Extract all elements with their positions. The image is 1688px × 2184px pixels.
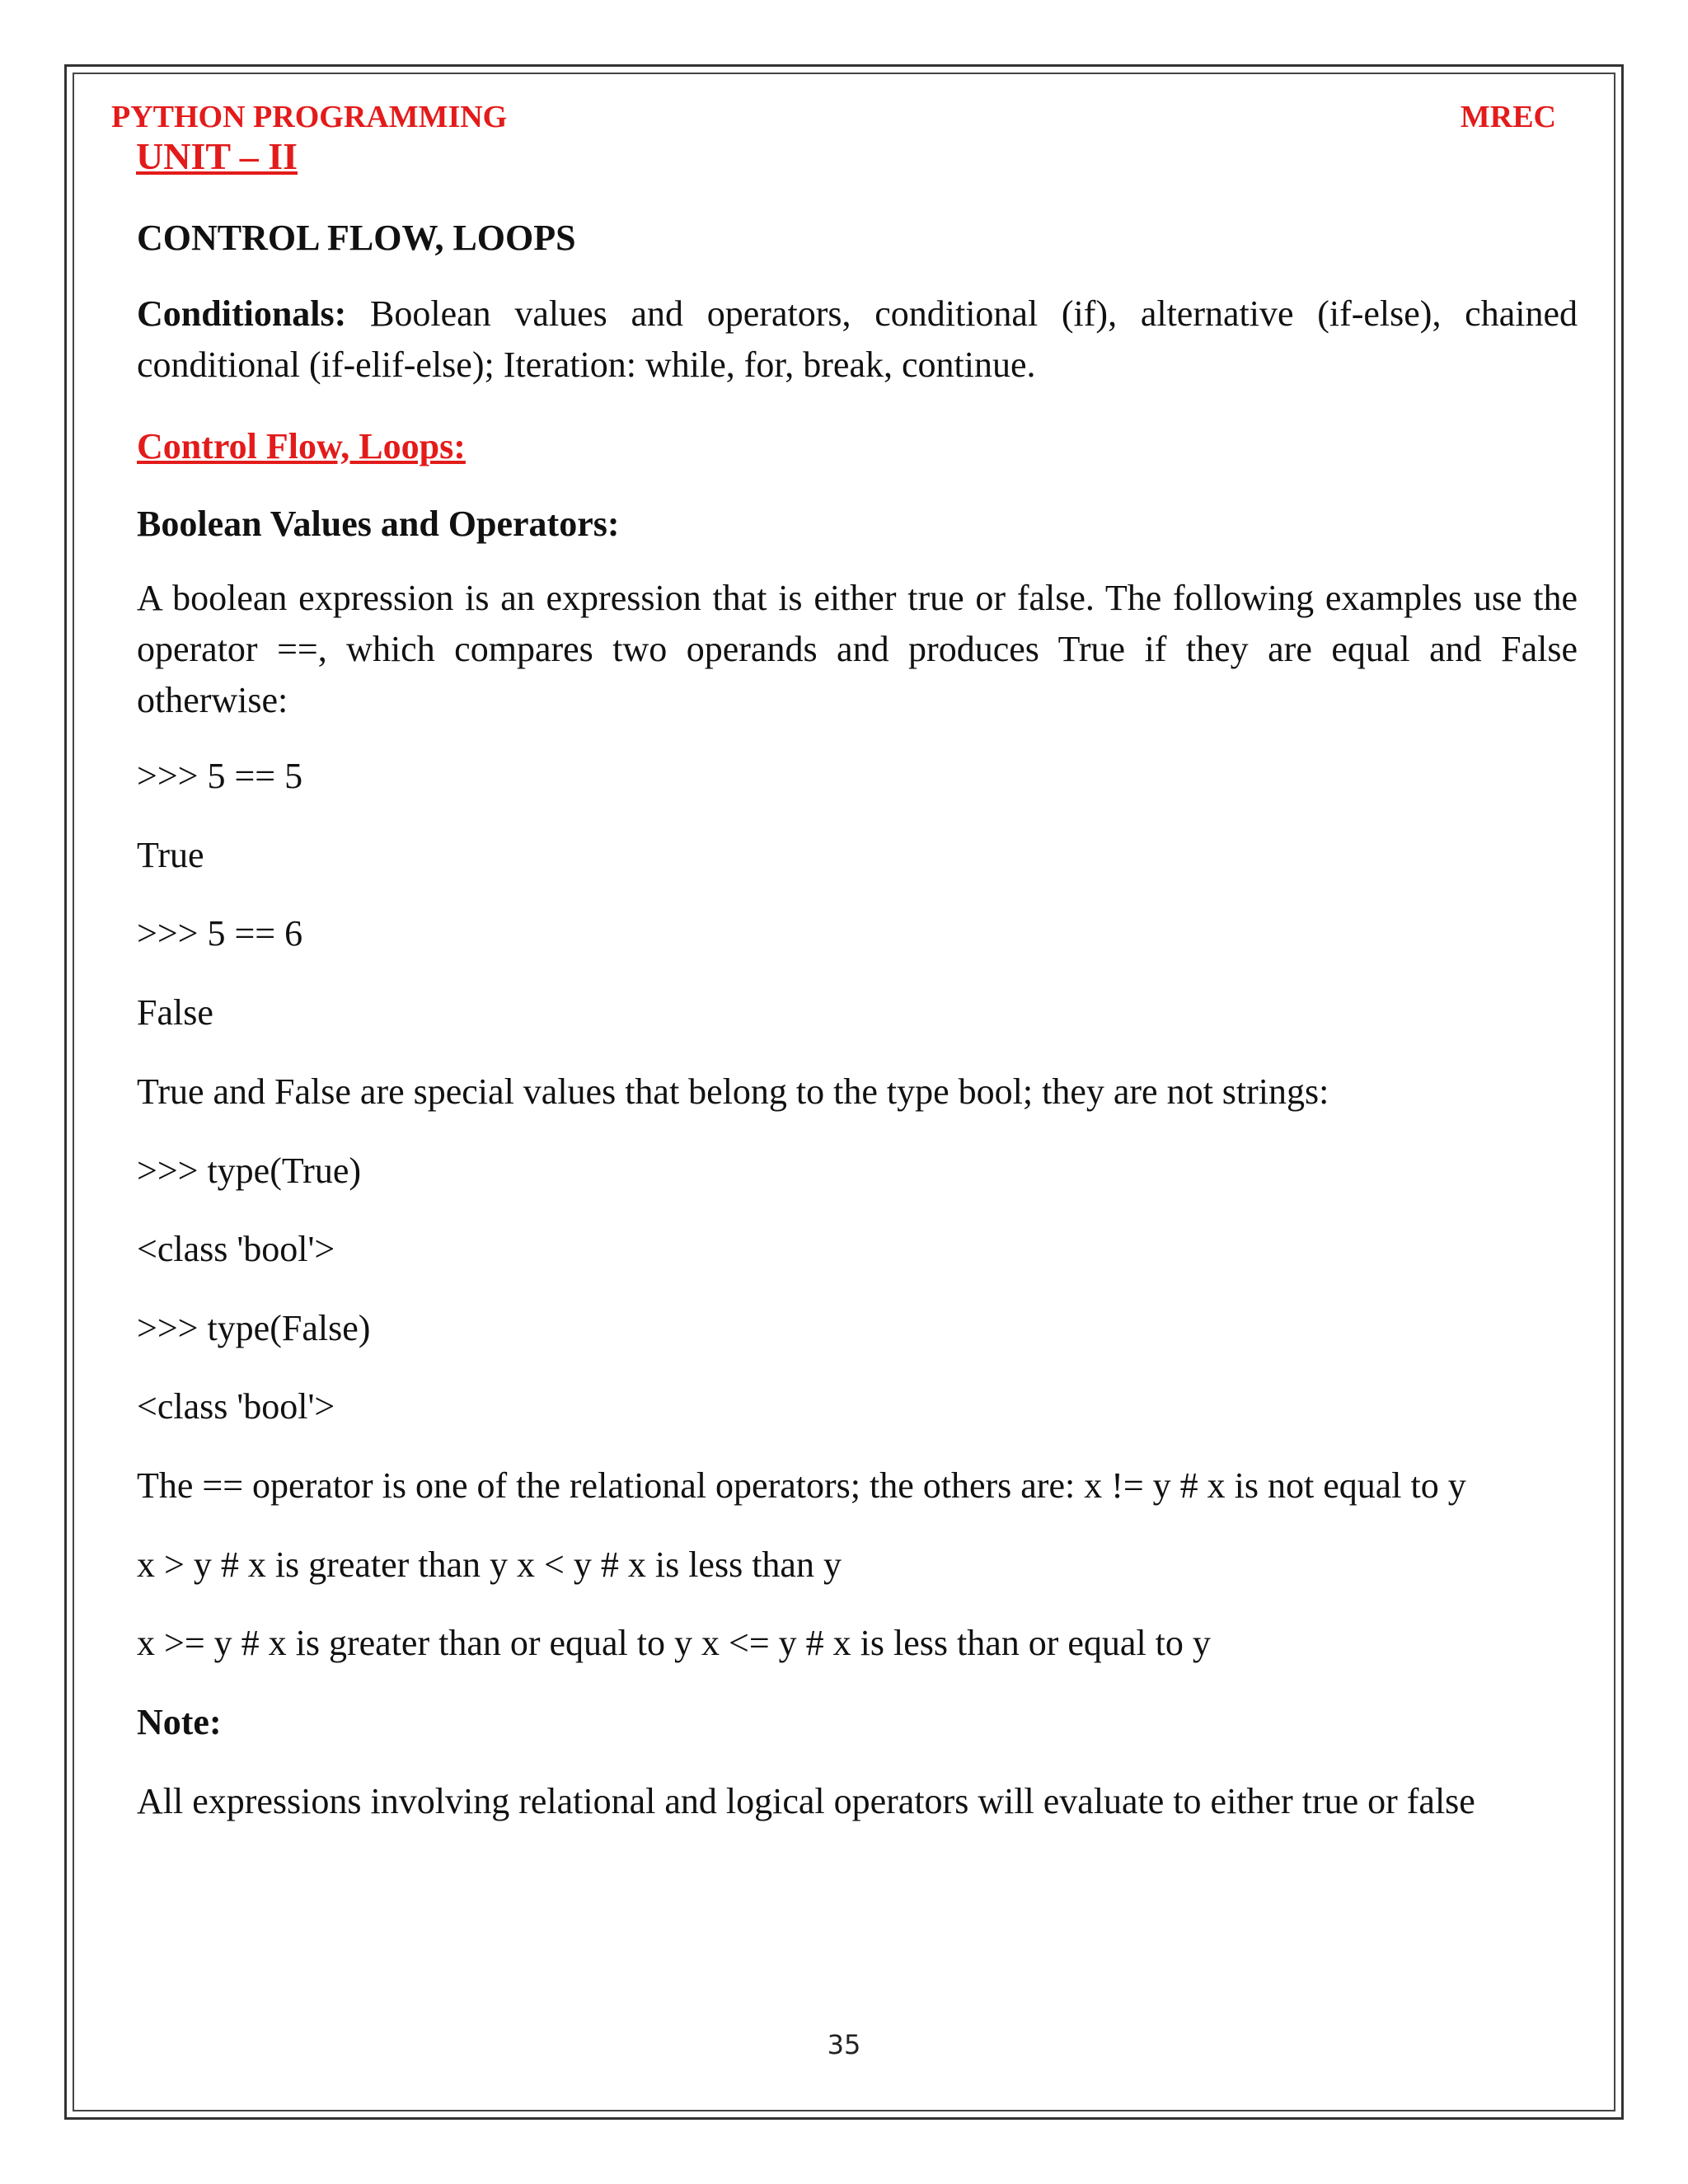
bool-type-paragraph: True and False are special values that belong to the type bool; they are not strings: — [137, 1071, 1329, 1112]
relational-line: x >= y # x is greater than or equal to y x <= y # x is less than or equal to y — [137, 1623, 1211, 1663]
type-example-line: <class 'bool'> — [137, 1386, 335, 1427]
unit-title: UNIT – II — [136, 135, 298, 177]
note-label: Note: — [137, 1702, 222, 1742]
syllabus-title: CONTROL FLOW, LOOPS — [137, 218, 576, 258]
section-link-title[interactable]: Control Flow, Loops: — [137, 426, 466, 466]
course-header: PYTHON PROGRAMMING — [111, 100, 508, 134]
example-line: True — [137, 835, 204, 875]
syllabus-text: Boolean values and operators, conditional (if), alternative (if-else), chained conditional (if-elif-else); Iteration: while, for, break, continue. — [137, 293, 1578, 385]
section-title — [137, 421, 1578, 472]
example-line: >>> 5 == 5 — [137, 756, 303, 796]
type-example-line: >>> type(True) — [137, 1151, 362, 1191]
relational-line: The == operator is one of the relational operators; the others are: x != y # x is not equal to y — [137, 1465, 1466, 1506]
type-example-line: <class 'bool'> — [137, 1229, 335, 1269]
syllabus-label: Conditionals: — [137, 293, 347, 334]
relational-line: x > y # x is greater than y x < y # x is less than y — [137, 1544, 842, 1585]
page-number: 35 — [827, 2029, 861, 2060]
section-subheading: Boolean Values and Operators: — [137, 504, 620, 544]
note-text: All expressions involving relational and logical operators will evaluate to either true or false — [137, 1781, 1475, 1821]
example-line: >>> 5 == 6 — [137, 913, 303, 954]
syllabus-paragraph — [137, 288, 1578, 391]
type-example-line: >>> type(False) — [137, 1308, 371, 1348]
intro-paragraph: A boolean expression is an expression that is either true or false. The following examples use the operator ==, which compares two operands and produces True if they are equal and False otherwise: — [137, 578, 1578, 720]
example-line: False — [137, 992, 213, 1033]
institution-header: MREC — [1460, 100, 1556, 134]
